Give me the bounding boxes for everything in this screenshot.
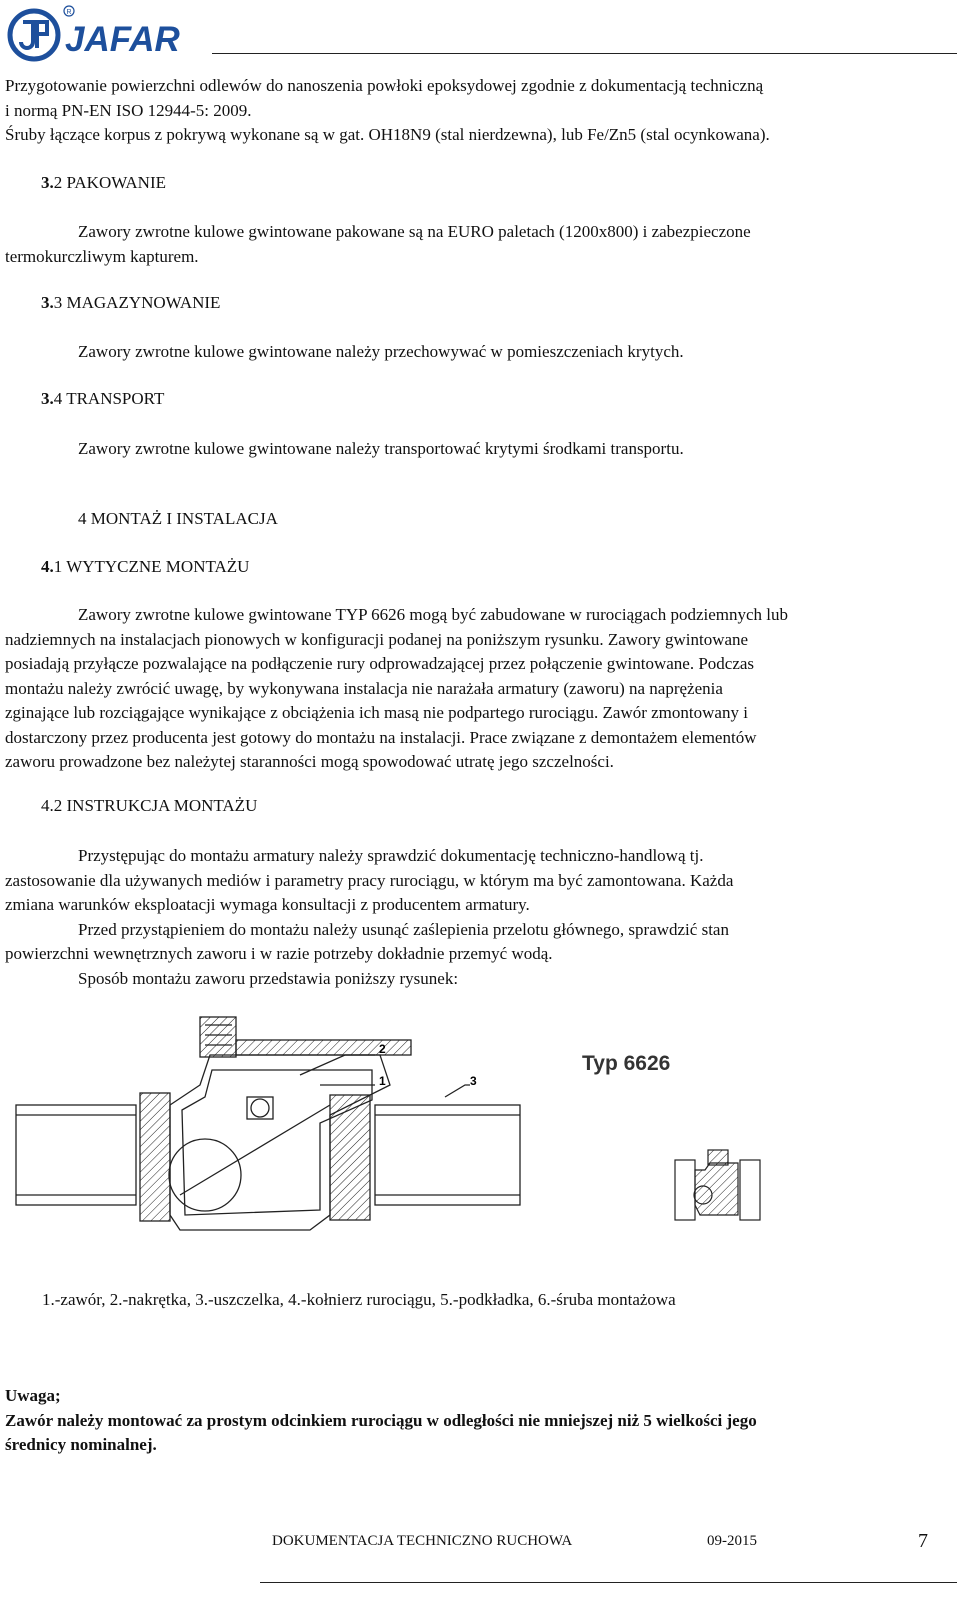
storage-paragraph <box>5 340 957 365</box>
jafar-logo <box>5 2 195 69</box>
section-heading-4-2: 4.2 INSTRUKCJA MONTAŻU <box>41 796 258 815</box>
installation-instructions-paragraph <box>5 844 957 991</box>
figure-title: Typ 6626 <box>582 1052 671 1075</box>
section-heading-3-2: 3.2 PAKOWANIE <box>41 173 166 192</box>
page-number: 7 <box>918 1530 928 1552</box>
text-line: montażu należy zwrócić uwagę, by wykonywana instalacja nie narażała armatury (zaworu) na naprężenia <box>5 678 723 698</box>
part-label-1: 1 <box>379 1074 386 1088</box>
text-line: zaworu prowadzone bez należytej staranności mogą spowodować utratę jego szczelności. <box>5 752 614 771</box>
text-line: Zawory zwrotne kulowe gwintowane pakowane są na EURO paletach (1200x800) i zabezpieczone <box>78 222 751 241</box>
section-heading-3-4: 3.4 TRANSPORT <box>41 389 165 408</box>
text-line: nadziemnych na instalacjach pionowych w konfiguracji podanej na poniższym rysunku. Zawory gwintowane <box>5 629 749 649</box>
header-rule <box>212 53 957 54</box>
intro-paragraph <box>5 74 957 148</box>
section-heading-4: 4 MONTAŻ I INSTALACJA <box>78 509 278 528</box>
section-heading-4-1: 4.1 WYTYCZNE MONTAŻU <box>41 557 250 576</box>
text-line: zastosowanie dla używanych mediów i parametry pracy rurociągu, w którym ma być zamontowana. Każda <box>5 870 734 890</box>
footer-date: 09-2015 <box>707 1533 757 1549</box>
text-line: zginające lub rozciągające wynikające z obciążenia ich masą nie podpartego rurociągu. Zawór zmontowany i <box>5 703 748 722</box>
section-heading-3-3: 3.3 MAGAZYNOWANIE <box>41 293 221 312</box>
text-line: termokurczliwym kapturem. <box>5 246 199 266</box>
warning-note <box>5 1384 957 1458</box>
text-line: zmiana warunków eksploatacji wymaga konsultacji z producentem armatury. <box>5 895 530 914</box>
text-line: Przygotowanie powierzchni odlewów do nanoszenia powłoki epoksydowej zgodnie z dokumentacją techniczną <box>5 76 764 95</box>
text-line: powierzchni wewnętrznych zaworu i w razie potrzeby dokładnie przemyć wodą. <box>5 944 553 963</box>
text-line: Przystępując do montażu armatury należy sprawdzić dokumentację techniczno-handlową tj. <box>78 846 704 865</box>
text-line: Śruby łączące korpus z pokrywą wykonane są w gat. OH18N9 (stal nierdzewna), lub Fe/Zn5 (stal ocynkowana). <box>5 125 770 144</box>
part-label-3: 3 <box>470 1074 477 1088</box>
figure-legend: 1.-zawór, 2.-nakrętka, 3.-uszczelka, 4.-kołnierz rurociągu, 5.-podkładka, 6.-śruba montażowa <box>42 1290 676 1309</box>
transport-paragraph <box>5 437 957 462</box>
text-line: Przed przystąpieniem do montażu należy usunąć zaślepienia przelotu głównego, sprawdzić stan <box>78 919 729 939</box>
svg-text:R: R <box>66 9 72 16</box>
text-line: Sposób montażu zaworu przedstawia poniższy rysunek: <box>78 968 459 988</box>
text-line: Zawory zwrotne kulowe gwintowane należy transportować krytymi środkami transportu. <box>78 439 684 458</box>
text-line: dostarczony przez producenta jest gotowy do montażu na instalacji. Prace związane z demontażem elementów <box>5 727 757 747</box>
text-line: i normą PN-EN ISO 12944-5: 2009. <box>5 100 252 120</box>
installation-guidelines-paragraph <box>5 603 957 775</box>
part-label-2: 2 <box>379 1042 386 1056</box>
text-line: Zawory zwrotne kulowe gwintowane należy przechowywać w pomieszczeniach krytych. <box>78 342 684 361</box>
packaging-paragraph <box>5 220 957 269</box>
valve-drawing <box>0 1015 960 1295</box>
note-label: Uwaga; <box>5 1386 61 1405</box>
text-line: średnicy nominalnej. <box>5 1435 157 1454</box>
svg-text:JAFAR: JAFAR <box>65 20 180 59</box>
text-line: Zawory zwrotne kulowe gwintowane TYP 6626 mogą być zabudowane w rurociągach podziemnych lub <box>78 605 789 624</box>
jafar-logo-graphic <box>5 2 195 64</box>
footer-rule <box>260 1582 957 1583</box>
valve-installation-figure <box>0 1015 960 1295</box>
footer-doc-title: DOKUMENTACJA TECHNICZNO RUCHOWA <box>272 1533 573 1549</box>
text-line: Zawór należy montować za prostym odcinkiem rurociągu w odległości nie mniejszej niż 5 wielkości jego <box>5 1410 757 1430</box>
text-line: posiadają przyłącze pozwalające na podłączenie rury odprowadzającej przez połączenie gwintowane. Podczas <box>5 654 755 673</box>
